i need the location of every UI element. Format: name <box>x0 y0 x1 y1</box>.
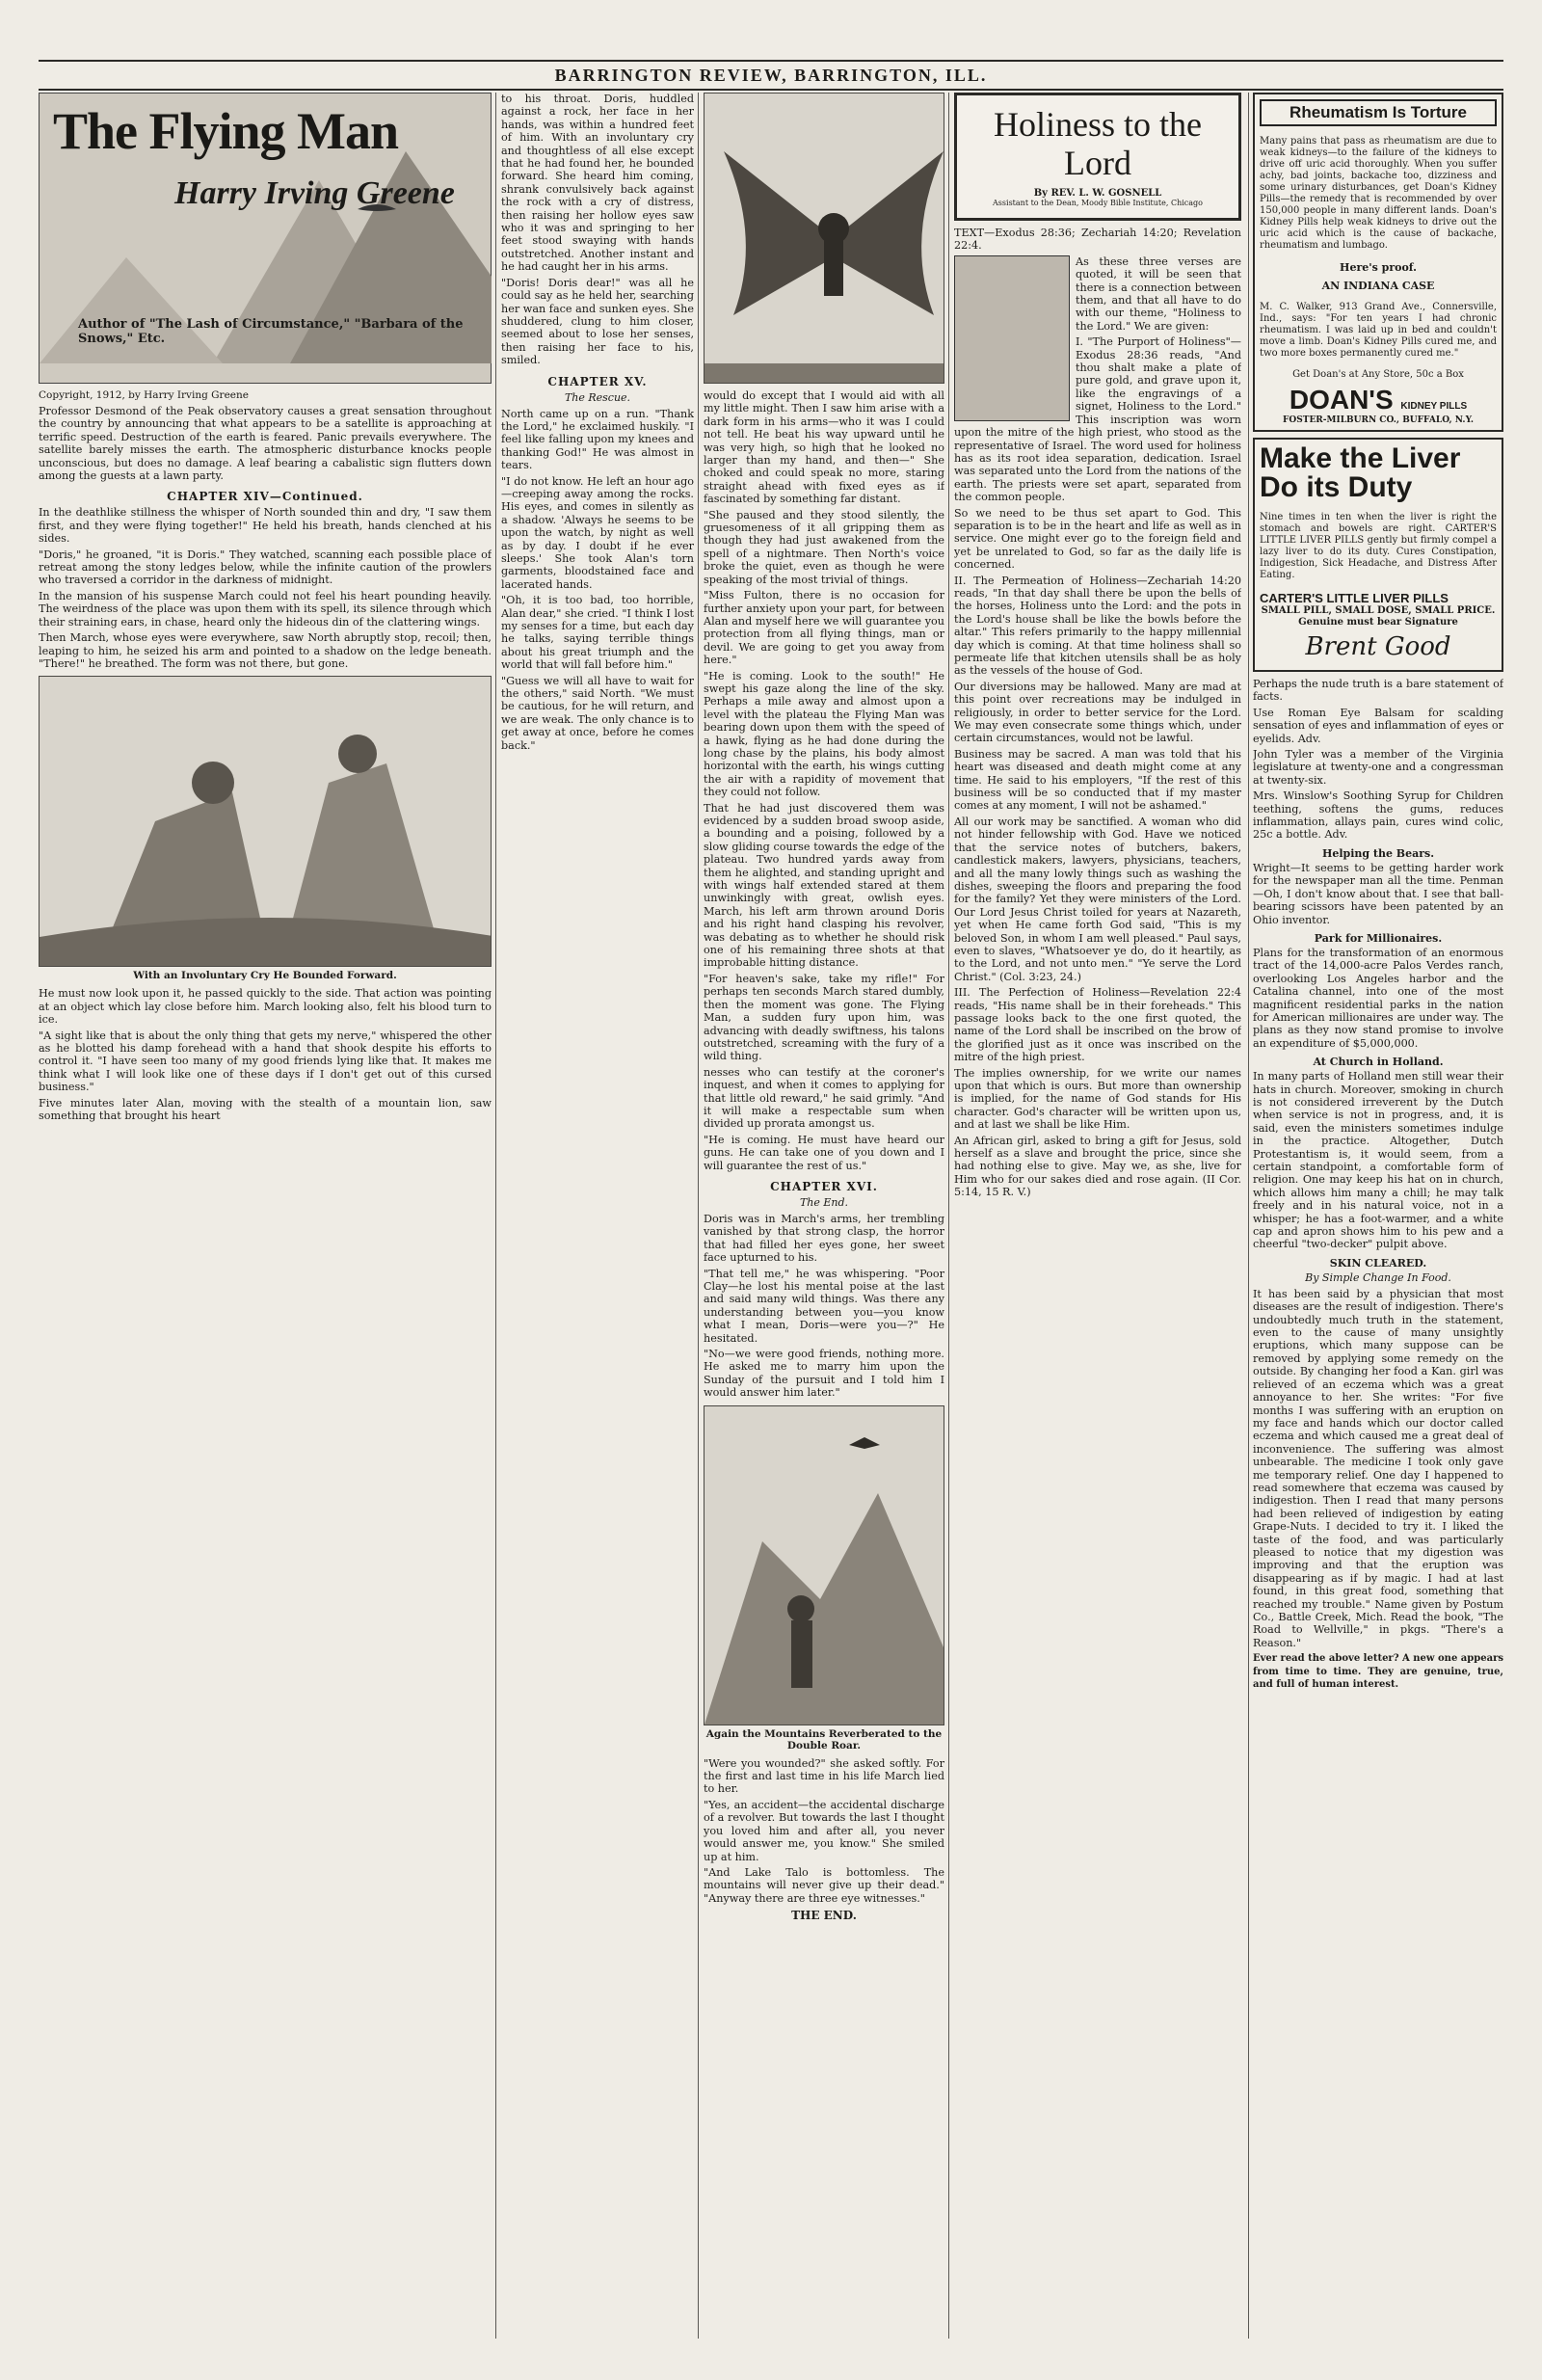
story-author: Harry Irving Greene <box>174 175 455 211</box>
sermon-paragraph: III. The Perfection of Holiness—Revelation 22:4 reads, "His name shall be in their foreheads." This passage looks back to the one first quoted, the name of the Lord shall be inscribed on the brow of the glorified just as it once was inscribed on the mitre of the high priest. <box>954 986 1241 1064</box>
column-rule <box>495 93 496 2339</box>
ad-brand-tail: KIDNEY PILLS <box>1400 401 1468 412</box>
story-paragraph: "Miss Fulton, there is no occasion for further anxiety upon your part, for between Alan and myself here we will guarantee you protection from all flying things, man or devil. We are going to get you away from here." <box>704 589 944 667</box>
item-heading: Park for Millionaires. <box>1314 931 1443 945</box>
copyright-line: Copyright, 1912, by Harry Irving Greene <box>39 389 249 401</box>
column-rule <box>948 93 949 2339</box>
illustration-caption: Again the Mountains Reverberated to the Double Roar. <box>705 1727 943 1752</box>
misc-item: Perhaps the nude truth is a bare statement of facts. <box>1253 678 1503 704</box>
author-portrait <box>954 255 1070 421</box>
chapter-heading: CHAPTER XV. <box>547 374 648 388</box>
story-column-3 <box>704 93 944 2339</box>
story-paragraph: "A sight like that is about the only thing that gets my nerve," whispered the other as he blotted his damp forehead with a hand that shook despite his efforts to control it. "I have seen too many of my good friends lying like that. It makes me think what I will look like one of these days if I don't get out of this cursed business." <box>39 1029 492 1094</box>
right-column <box>1253 93 1503 2339</box>
chapter-subtitle: The Rescue. <box>564 390 631 404</box>
illustration-flying-man <box>704 93 944 384</box>
sermon-paragraph: The implies ownership, for we write our names upon that which is ours. But more than ownership is implied, for the name of God stands for His character. God's character will be written upon us, and at last we shall be like Him. <box>954 1066 1241 1132</box>
chapter-heading: CHAPTER XIV—Continued. <box>167 490 363 504</box>
story-paragraph: "Doris," he groaned, "it is Doris." They watched, scanning each possible place of retreat among the stony ledges below, while the infinite caution of the prowlers who traversed a corridor in the darkness of midnight. <box>39 548 492 587</box>
sermon-paragraph: Business may be sacred. A man was told that his heart was diseased and death might come at any time. He said to his employers, "If the rest of this business will be so conducted that if my master comes at any moment, I will not be ashamed." <box>954 747 1241 813</box>
story-paragraph: "Doris! Doris dear!" was all he could say as he held her, searching her wan face and sunken eyes. She shuddered, clung to him closer, seemed about to lose her senses, then raising her face to his, smiled. <box>501 276 694 367</box>
couple-illustration <box>40 677 492 966</box>
story-paragraph: "Yes, an accident—the accidental discharge of a revolver. But towards the last I thought you loved him and after all, you never would answer me, you know." She smiled up at him. <box>704 1798 944 1863</box>
story-paragraph: "And Lake Talo is bottomless. The mountains will never give up their dead." "Anyway there are three eye witnesses." <box>704 1865 944 1905</box>
sermon-paragraph: So we need to be thus set apart to God. This separation is to be in the heart and life as well as in service. One might ever go to the foreign field and yet be unrelated to God, so far as the daily life is concerned. <box>954 506 1241 572</box>
story-title-banner <box>39 93 492 384</box>
sermon-title: Holiness to the Lord <box>994 105 1202 182</box>
sermon-column <box>954 93 1241 2339</box>
ad-brand: CARTER'S LITTLE LIVER PILLS <box>1260 591 1449 605</box>
story-paragraph: "That tell me," he was whispering. "Poor Clay—he lost his mental poise at the last and said many wild things. Was there any understanding between you—you know what I mean, Doris—were you—?" He hesitated. <box>704 1267 944 1345</box>
story-paragraph: nesses who can testify at the coroner's inquest, and when it comes to applying for that little old reward," he said grimly. "And it will make a respectable sum when divided up prorata amongst us. <box>704 1065 944 1131</box>
story-paragraph: "I do not know. He left an hour ago—creeping away among the rocks. His eyes, and comes in silently as a shadow. 'Always he seems to be upon the watch, by night as well as by day. I doubt if he ever sleeps.' She took Alan's torn garments, bloodstained face and lacerated hands. <box>501 474 694 591</box>
ad-headline: Make the Liver Do its Duty <box>1260 442 1461 503</box>
ad-body: Many pains that pass as rheumatism are due to weak kidneys—to the failure of the kidneys to drive off uric acid thoroughly. When you suffer achy, bad joints, backache too, dizziness and some urinary disturbances, get Doan's Kidney Pills—the remedy that is recommended by over 150,000 people in many different lands. Doan's Kidney Pills help weak kidneys to drive out the uric acid which is the cause of backache, rheumatism and lumbago. <box>1260 136 1497 251</box>
ad-testimonial: M. C. Walker, 913 Grand Ave., Connersville, Ind., says: "For ten years I had chronic rheumatism. I was laid up in bed and couldn't move a limb. Doan's Kidney Pills cured me, and two more boxes permanently cured me." <box>1260 302 1497 359</box>
synopsis: Professor Desmond of the Peak observatory causes a great sensation throughout the country by announcing that what appears to be a satellite is approaching at terrific speed. Destruction of the earth is feared. Panic prevails everywhere. The satellite barely misses the earth. The atmospheric disturbance knocks people unconscious, but does no damage. A leaf bearing a cabalistic sign flutters down among the guests at a lawn party. <box>39 405 492 483</box>
mountain-scene-illustration <box>705 1406 944 1725</box>
misc-item: Mrs. Winslow's Soothing Syrup for Children teething, softens the gums, reduces inflammation, allays pain, cures wind colic, 25c a bottle. Adv. <box>1253 789 1503 842</box>
ad-case-head: AN INDIANA CASE <box>1321 280 1435 292</box>
ad-cta: Get Doan's at Any Store, 50c a Box <box>1292 369 1464 380</box>
column-rule <box>698 93 699 2339</box>
story-column-2 <box>501 93 694 2339</box>
ad-brand-name: DOAN'S <box>1289 385 1394 414</box>
sermon-title-box <box>954 93 1241 221</box>
story-paragraph: "No—we were good friends, nothing more. He asked me to marry him upon the Sunday of the pursuit and I told him I would answer him later." <box>704 1348 944 1400</box>
item-body: Plans for the transformation of an enormous tract of the 14,000-acre Palos Verdes ranch, overlooking Los Angeles harbor and the Catalina channel, into one of the most magnificent residential parks in the nation for American millionaires are under way. The plans as they now stand promise to involve an expenditure of $5,000,000. <box>1253 946 1503 1050</box>
illustration-caption: With an Involuntary Cry He Bounded Forward. <box>133 970 397 982</box>
ad-signature: Brent Good <box>1305 632 1451 661</box>
story-paragraph: He must now look upon it, he passed quickly to the side. That action was pointing at an object which lay close before him. March looking also, felt his blood turn to ice. <box>39 987 492 1027</box>
story-paragraph: "He is coming. Look to the south!" He swept his gaze along the line of the sky. Perhaps a mile away and almost upon a level with the plateau the Flying Man was bearing down upon them with the speed of a hawk, flying as he had done during the long chase by the plains, his body almost horizontal with the earth, his wings cutting the air with a rapidity of movement that they could not follow. <box>704 669 944 799</box>
story-paragraph: "Oh, it is too bad, too horrible, Alan dear," she cried. "I think I lost my senses for a time, but each day he talks, saying terrible things about his great triumph and the world that will fall before him." <box>501 594 694 672</box>
story-paragraph: "She paused and they stood silently, the gruesomeness of it all gripping them as though they had just awakened from the spell of a nightmare. Then North's voice broke the quiet, even as though he were speaking of the most trivial of things. <box>704 508 944 586</box>
story-paragraph: Five minutes later Alan, moving with the stealth of a mountain lion, saw something that brought his heart <box>39 1096 492 1122</box>
item-heading: SKIN CLEARED. <box>1329 1256 1427 1270</box>
ad-maker: FOSTER-MILBURN CO., BUFFALO, N.Y. <box>1283 415 1474 425</box>
winged-man-illustration <box>705 94 944 383</box>
story-paragraph: Then March, whose eyes were everywhere, saw North abruptly stop, recoil; then, leaping to him, he seized his arm and pointed to a shadow on the ledge beneath. "There!" he breathed. The form was not there, but gone. <box>39 631 492 670</box>
masthead: BARRINGTON REVIEW, BARRINGTON, ILL. <box>39 60 1503 91</box>
sermon-text-reference: TEXT—Exodus 28:36; Zechariah 14:20; Revelation 22:4. <box>954 227 1241 253</box>
story-paragraph: "He is coming. He must have heard our guns. He can take one of you down and I will guarantee the rest of us." <box>704 1133 944 1172</box>
sermon-paragraph: II. The Permeation of Holiness—Zechariah 14:20 reads, "In that day shall there be upon the bells of the horses, Holiness unto the Lord: and the pots in the Lord's house shall be like the bowls before the altar." This refers primarily to the happy millennial day which is coming. At that time holiness shall so permeate life that kitchen utensils shall be as holy as the vessels of the house of God. <box>954 574 1241 678</box>
story-title: The Flying Man <box>53 102 399 160</box>
story-paragraph: Doris was in March's arms, her trembling vanished by that strong clasp, the horror that had filled her eyes gone, her sweet face upturned to his. <box>704 1212 944 1265</box>
illustration-embrace <box>39 676 492 967</box>
item-body: It has been said by a physician that most diseases are the result of indigestion. There's undoubtedly much truth in the statement, even to the cause of many unsightly eruptions, which many suppose can be removed by applying some remedy on the outside. By changing her food a Kan. girl was relieved of an eczema which was a great annoyance to her. She writes: "For five months I was suffering with an eruption on my face and hands which our doctor called eczema and which caused me a great deal of inconvenience. The suffering was almost unbearable. The medicine I took only gave me temporary relief. One day I happened to read somewhere that eczema was caused by indigestion. Then I read that many persons had been relieved of indigestion by eating Grape-Nuts. I decided to try it. I liked the taste of the food, and was particularly pleased to notice that my digestion was improving and that the eruption was disappearing as if by magic. I had at last found, in this great food, something that reached my trouble." Name given by Postum Co., Battle Creek, Mich. Read the book, "The Road to Wellville," in pkgs. "There's a Reason." <box>1253 1287 1503 1649</box>
story-paragraph: to his throat. Doris, huddled against a rock, her face in her hands, was within a hundred feet of him. With an involuntary cry and thoughtless of all else except that he had found her, he bounded forward. She heard him coming, shrank convulsively back against the rock with a cry of distress, then raising her hollow eyes saw who it was and springing to her feet stood swaying with hands outstretched. Another instant and he had caught her in his arms. <box>501 93 694 274</box>
story-paragraph: North came up on a run. "Thank the Lord," he exclaimed huskily. "I feel like falling upon my knees and thanking God!" He was almost in tears. <box>501 407 694 472</box>
sermon-paragraph: All our work may be sanctified. A woman who did not hinder fellowship with God. Have we noticed that the service notes of butchers, bakers, candlestick makers, lawyers, physicians, teachers, and all the many lowly things such as washing the dishes, sweeping the floors and preparing the food for the family? Yet they were ministers of the Lord. Our Lord Jesus Christ toiled for years at Nazareth, yet when He came forth God said, "This is my beloved Son, in whom I am well pleased." Paul says, even to slaves, "Whatsoever ye do, do it heartily, as to the Lord, and not unto men." "Ye serve the Lord Christ." (Col. 3:23, 24.) <box>954 815 1241 983</box>
illustration-mountains <box>704 1405 944 1725</box>
item-heading: Helping the Bears. <box>1321 846 1435 860</box>
sermon-byline: By REV. L. W. GOSNELL <box>1033 188 1162 199</box>
column-rule <box>1248 93 1249 2339</box>
ad-rheumatism <box>1253 93 1503 432</box>
sermon-paragraph: As these three verses are quoted, it will be seen that there is a connection between them, and that all have to do with our theme, "Holiness to the Lord." We are given: <box>1076 254 1241 333</box>
ad-brand <box>1260 385 1497 415</box>
story-paragraph: "Were you wounded?" she asked softly. For the first and last time in his life March lied to her. <box>704 1756 944 1796</box>
sermon-paragraph: I. "The Purport of Holiness"—Exodus 28:36 reads, "And thou shalt make a plate of pure gold, and grave upon it, like the engravings of a signet, Holiness to the Lord." This inscription was worn upon the mitre of the high priest, who stood as the representative of Israel. The word used for holiness has as its root idea separation, dedication. Israel was separated unto the Lord from the nations of the earth. The priests were set apart, separated from the common people. <box>954 335 1241 504</box>
sermon-affiliation: Assistant to the Dean, Moody Bible Institute, Chicago <box>993 199 1203 207</box>
story-paragraph: In the deathlike stillness the whisper of North sounded thin and dry, "I saw them first, and they were flying together!" He held his breath, hands clenched at his sides. <box>39 506 492 546</box>
story-paragraph: In the mansion of his suspense March could not feel his heart pounding heavily. The weirdness of the place was upon them with its spell, its silence through which their straining ears, in chase, heard only the hideous din of the clattering wings. <box>39 589 492 628</box>
misc-item: Use Roman Eye Balsam for scalding sensation of eyes and inflammation of eyes or eyelids. Adv. <box>1253 706 1503 745</box>
sermon-paragraph: An African girl, asked to bring a gift for Jesus, sold herself as a slave and brought the price, since she had nothing else to give. May we, as she, live for Him who for our sakes died and rose again. (II Cor. 5:14, 15 R. V.) <box>954 1134 1241 1199</box>
story-paragraph: "Guess we will all have to wait for the others," said North. "We must be cautious, for he will return, and we are weak. The only chance is to get away at once, before he comes back." <box>501 674 694 752</box>
item-footer: Ever read the above letter? A new one appears from time to time. They are genuine, true, and full of human interest. <box>1253 1653 1503 1691</box>
item-heading: At Church in Holland. <box>1313 1056 1444 1069</box>
chapter-subtitle: The End. <box>799 1195 849 1209</box>
story-paragraph: "For heaven's sake, take my rifle!" For perhaps ten seconds March stared dumbly, then the moment was gone. The Flying Man, a sudden fury upon him, was advancing with deadly swiftness, his talons outstretched, screaming with the fury of a wild thing. <box>704 972 944 1063</box>
item-body: Wright—It seems to be getting harder work for the newspaper man all the time. Penman—Oh, I don't know about that. I see that ball-bearing scissors have been patented by an Ohio inventor. <box>1253 861 1503 926</box>
ad-carters <box>1253 438 1503 672</box>
story-author-credit: Author of "The Lash of Circumstance," "Barbara of the Snows," Etc. <box>78 317 464 346</box>
ad-genuine: Genuine must bear Signature <box>1298 617 1458 628</box>
item-body: In many parts of Holland men still wear their hats in church. Moreover, smoking in church is not considered irreverent by the Dutch when service is not in progress, and, it is said, even the ministers sometimes indulge in the practice. Altogether, Dutch Protestantism is, it would seem, from a certain standpoint, a comfortable form of religion. One may keep his hat on in church, which allows him many a chill; he may talk freely and in his natural voice, not in a whisper; he has a foot-warmer, and a white cap and apron shows him to his pew and a cheerful "two-decker" pulpit above. <box>1253 1070 1503 1251</box>
story-paragraph: would do except that I would aid with all my little might. Then I saw him arise with a dark form in his arms—who it was I could not tell. He beat his way upward until he was very high, so high that he looked no larger than my hand, and then—" She choked and could speak no more, staring straight ahead with fixed eyes as if fascinated by something far distant. <box>704 389 944 506</box>
item-subheading: By Simple Change In Food. <box>1305 1270 1451 1284</box>
misc-item: John Tyler was a member of the Virginia legislature at twenty-one and a congressman at twenty-six. <box>1253 748 1503 787</box>
sermon-paragraph: Our diversions may be hallowed. Many are mad at this point over recreations may be indulged in religiously, in order to better service for the Lord. We may even consecrate some things which, under certain circumstances, would not be lawful. <box>954 680 1241 745</box>
ad-tagline: SMALL PILL, SMALL DOSE, SMALL PRICE. <box>1261 605 1496 616</box>
ad-headline: Rheumatism Is Torture <box>1260 99 1497 126</box>
story-paragraph: That he had just discovered them was evidenced by a sudden broad swoop aside, a bounding and a poising, followed by a slow gliding course towards the edge of the plateau. Two hundred yards away from them he alighted, and standing upright and with wings half extended stared at them unwinkingly with great, owlish eyes. March, his left arm thrown around Doris and his right hand clasping his revolver, was debating as to whether he should risk one of his remaining three shots at that improbable hitting distance. <box>704 801 944 970</box>
ad-subhead: Here's proof. <box>1340 261 1417 274</box>
story-end: THE END. <box>791 1909 857 1923</box>
story-column-1 <box>39 93 492 2339</box>
ad-body: Nine times in ten when the liver is right the stomach and bowels are right. CARTER'S LITTLE LIVER PILLS gently but firmly compel a lazy liver to do its duty. Cures Constipation, Indigestion, Sick Headache, and Distress After Eating. <box>1260 512 1497 580</box>
chapter-heading: CHAPTER XVI. <box>770 1179 878 1193</box>
